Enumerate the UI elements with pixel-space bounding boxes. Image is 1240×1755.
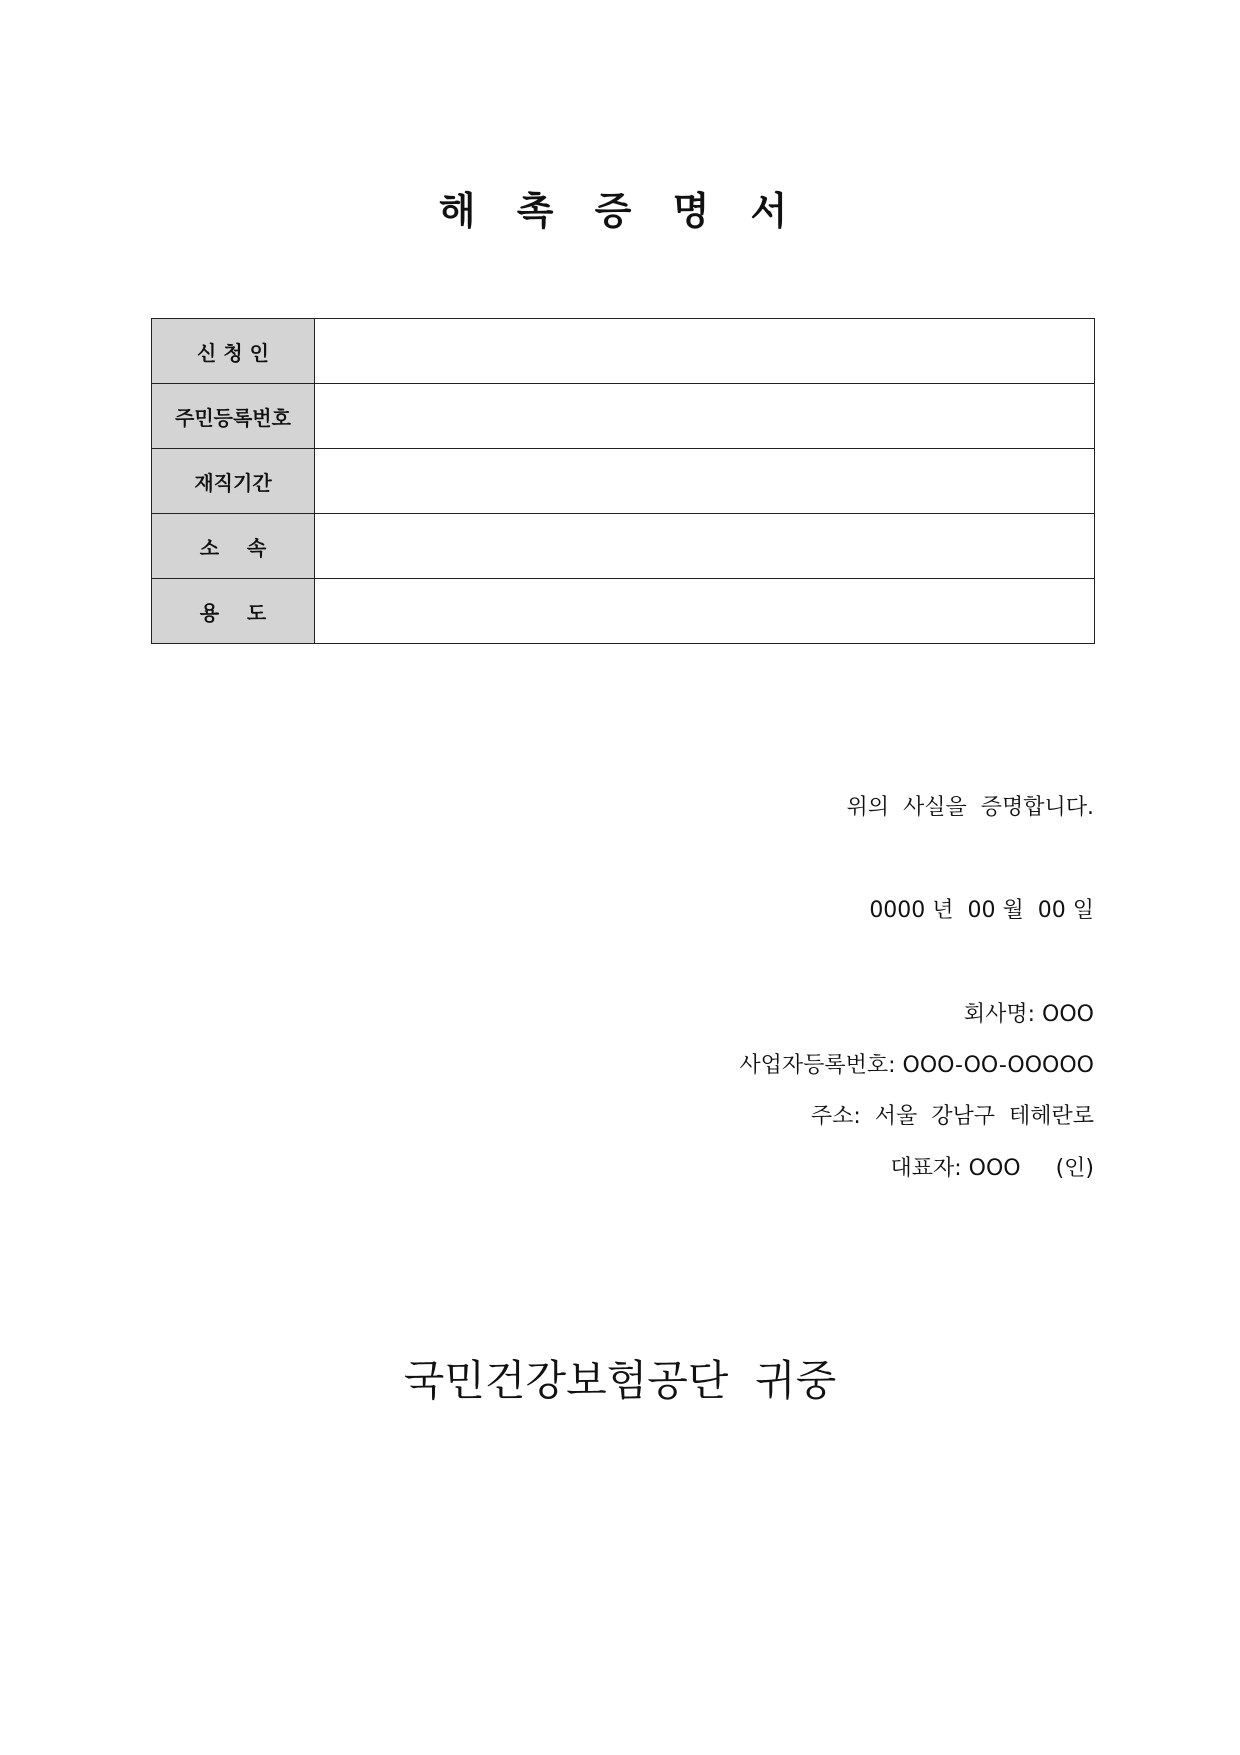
field-label: 주민등록번호: [152, 384, 315, 449]
applicant-field[interactable]: [315, 319, 1095, 384]
table-row: [152, 514, 1095, 579]
employment-period-field[interactable]: [315, 449, 1095, 514]
field-label: 용 도: [152, 579, 315, 644]
company-address: 주소: 서울 강남구 테헤란로: [810, 1104, 1094, 1129]
resident-number-field[interactable]: [315, 384, 1095, 449]
certification-statement: 위의 사실을 증명합니다.: [846, 795, 1094, 820]
business-number: 사업자등록번호: OOO-OO-OOOOO: [739, 1053, 1094, 1078]
info-table: [151, 318, 1095, 644]
table-row: [152, 579, 1095, 644]
recipient: 국민건강보험공단 귀중: [403, 1356, 837, 1405]
issue-date: 0000 년 00 월 00 일: [869, 898, 1094, 923]
table-row: [152, 319, 1095, 384]
affiliation-field[interactable]: [315, 514, 1095, 579]
table-row: [152, 384, 1095, 449]
representative: 대표자: OOO (인): [890, 1156, 1094, 1181]
field-label: 소 속: [152, 514, 315, 579]
field-label: 재직기간: [152, 449, 315, 514]
purpose-field[interactable]: [315, 579, 1095, 644]
company-name: 회사명: OOO: [963, 1002, 1094, 1027]
field-label: 신 청 인: [152, 319, 315, 384]
table-row: [152, 449, 1095, 514]
document-title: 해 촉 증 명 서: [438, 189, 802, 233]
